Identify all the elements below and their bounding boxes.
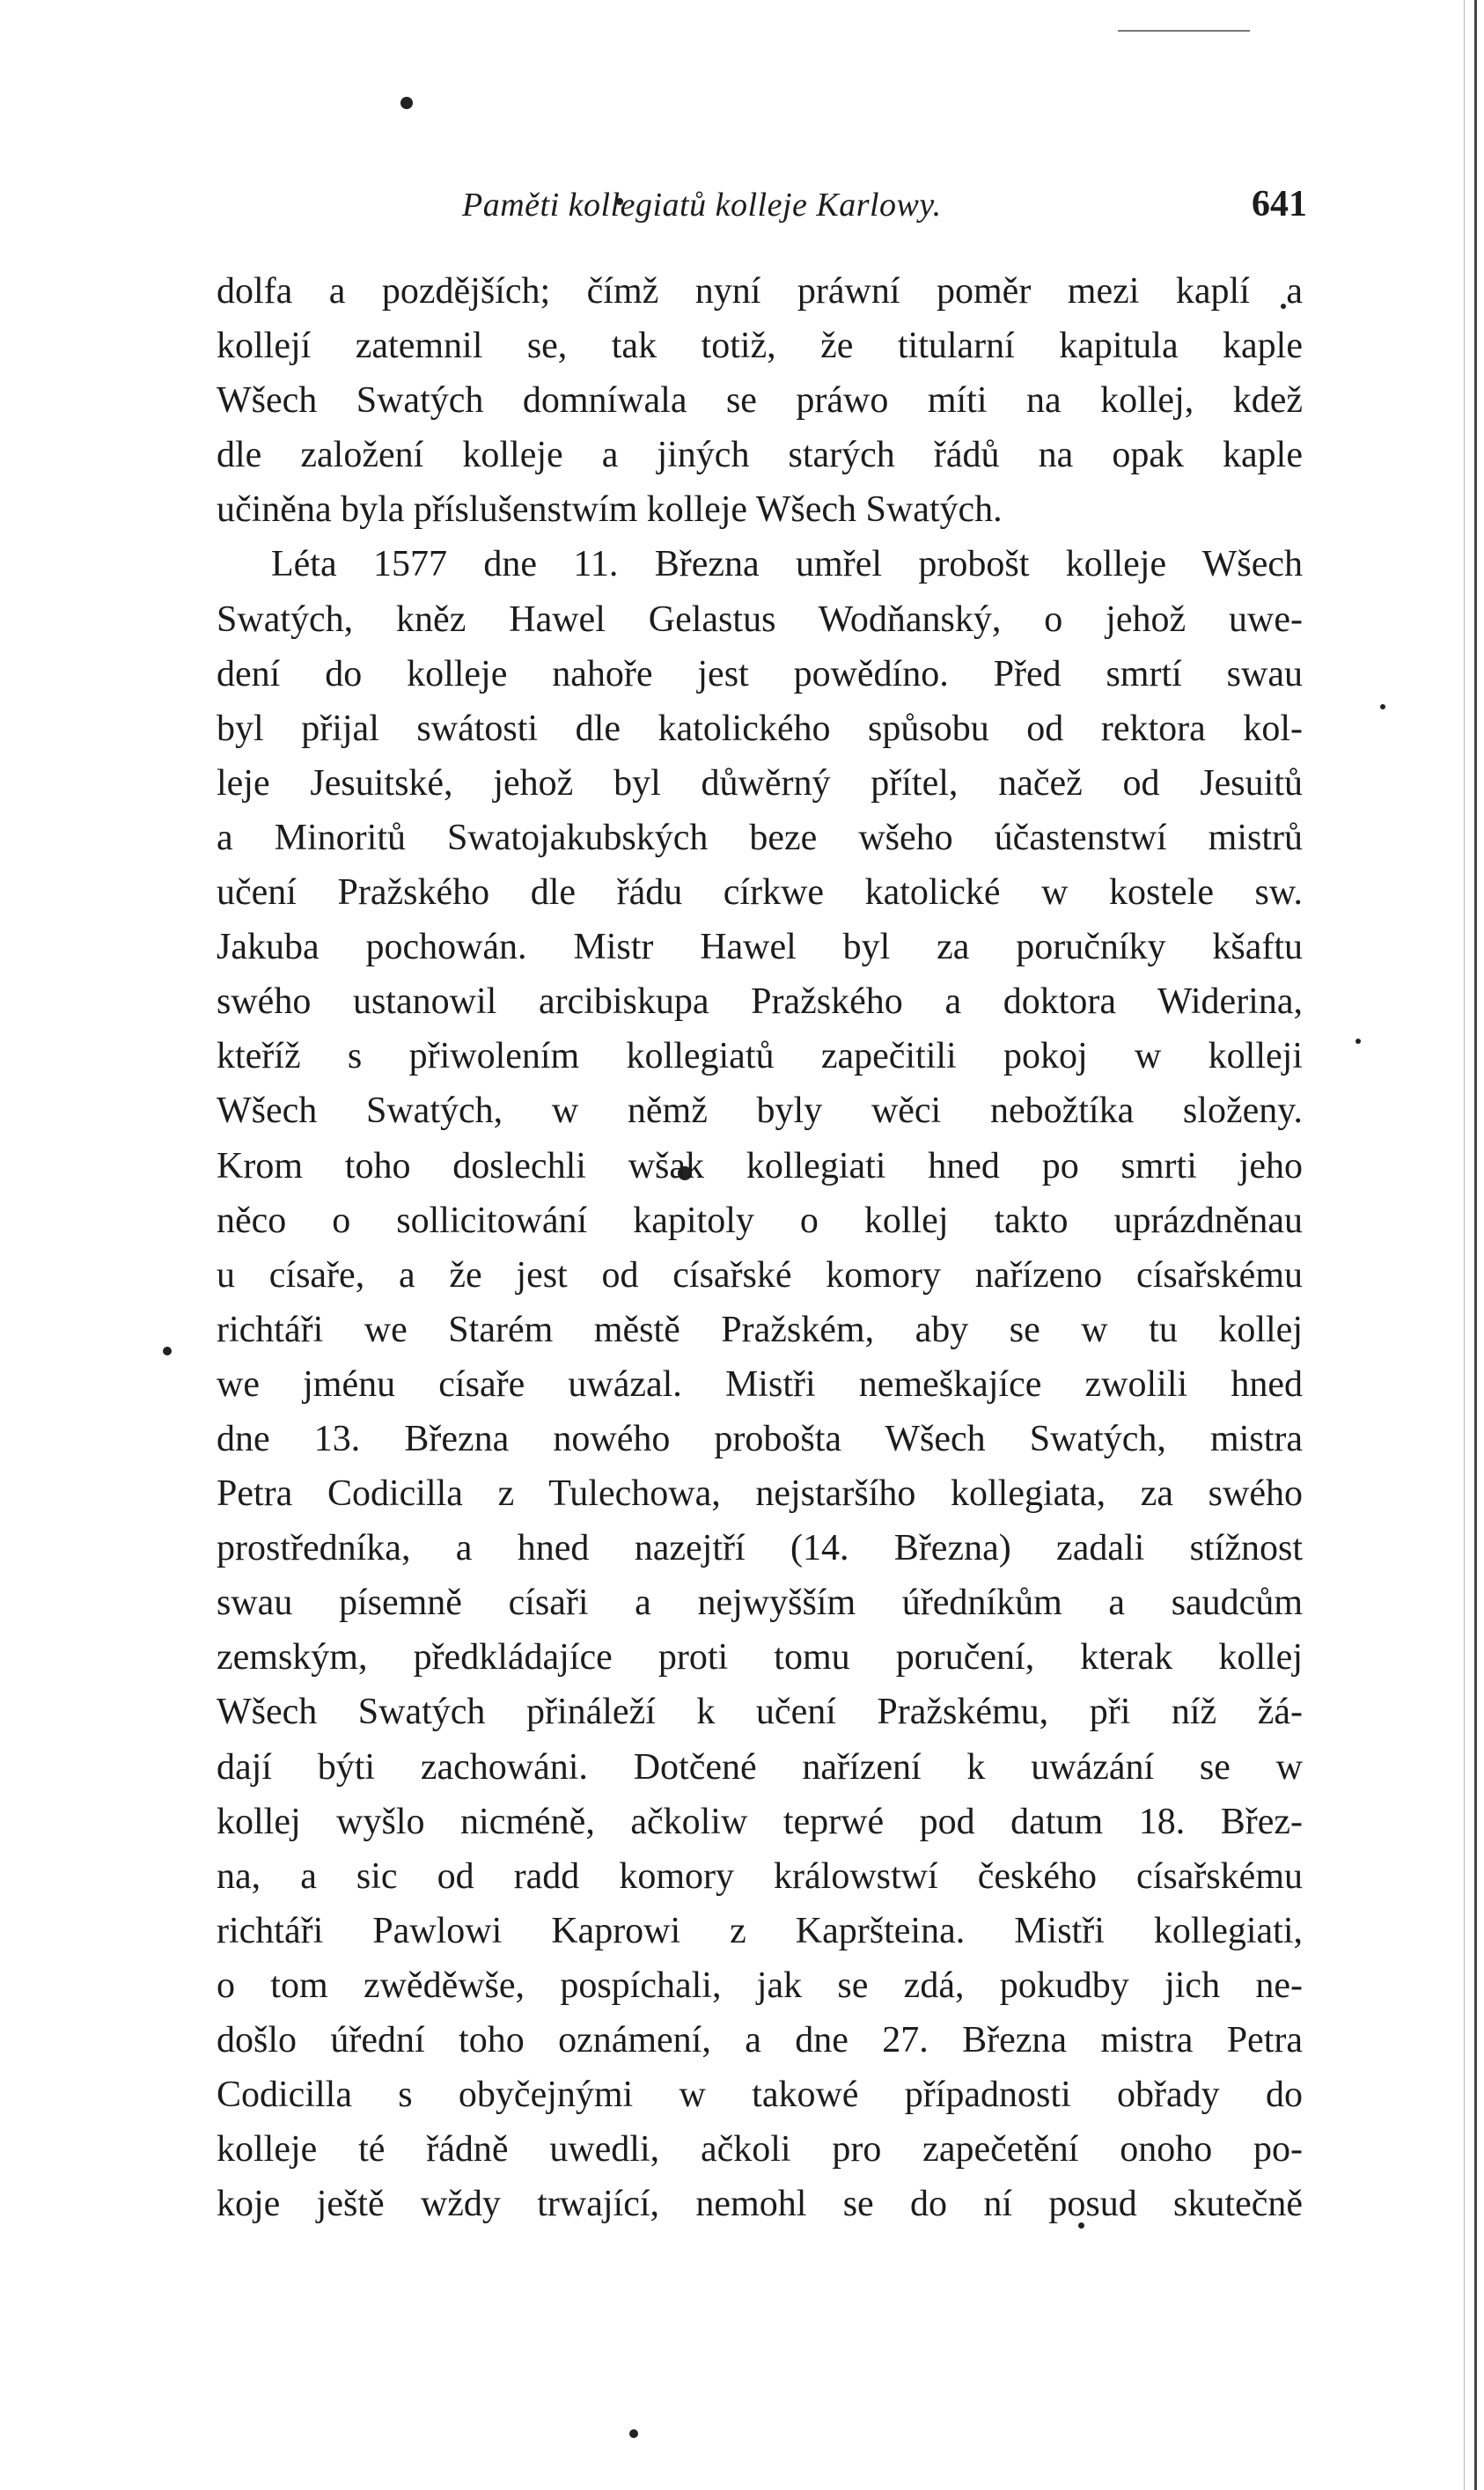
text-line: u císaře, a že jest od císařské komory nařízeno císařskému	[217, 1254, 1303, 1296]
text-line: dle založení kolleje a jiných starých řádů na opak kaple	[217, 435, 1303, 476]
text-line: Swatých, kněz Hawel Gelastus Wodňanský, o jehož uwe-	[217, 599, 1303, 640]
page-edge-shadow	[1474, 0, 1477, 2490]
text-line: něco o sollicitowání kapitoly o kollej takto uprázdněnau	[217, 1200, 1303, 1241]
text-line: swého ustanowil arcibiskupa Pražského a doktora Widerina,	[217, 981, 1303, 1023]
scan-speck	[163, 1347, 172, 1355]
text-line: Wšech Swatých přináleží k učení Pražskému, při níž žá-	[217, 1692, 1303, 1733]
scan-speck	[1380, 704, 1385, 709]
text-line: kolleje té řádně uwedli, ačkoli pro zapečetění onoho po-	[217, 2129, 1303, 2170]
text-line: učení Pražského dle řádu církwe katolické w kostele sw.	[217, 872, 1303, 914]
text-line: a Minoritů Swatojakubských beze wšeho účastenstwí mistrů	[217, 817, 1303, 858]
text-line: na, a sic od radd komory králowstwí českého císařskému	[217, 1855, 1303, 1897]
text-line: Jakuba pochowán. Mistr Hawel byl za poručníky kšaftu	[217, 927, 1303, 968]
text-line: zemským, předkládajíce proti tomu poručení, kterak kollej	[217, 1637, 1303, 1678]
text-line: kteříž s přiwolením kollegiatů zapečitili pokoj w kolleji	[217, 1036, 1303, 1077]
text-line: došlo úřední toho oznámení, a dne 27. Března mistra Petra	[217, 2020, 1303, 2060]
text-line: prostředníka, a hned nazejtří (14. Března) zadali stížnost	[217, 1528, 1303, 1569]
scan-artifact-rule	[1118, 30, 1250, 32]
text-line: byl přijal swátosti dle katolického spůsobu od rektora kol-	[217, 708, 1303, 749]
running-head	[462, 183, 1307, 225]
text-line: Léta 1577 dne 11. Března umřel probošt kolleje Wšech	[271, 544, 1303, 585]
text-line: kollejí zatemnil se, tak totiž, že titularní kapitula kaple	[217, 326, 1303, 367]
text-line: richtáři we Starém městě Pražském, aby se w tu kollej	[217, 1309, 1303, 1350]
text-line: Petra Codicilla z Tulechowa, nejstaršího kollegiata, za swého	[217, 1473, 1303, 1515]
text-line: kollej wyšlo nicméně, ačkoliw teprwé pod datum 18. Břez-	[217, 1801, 1303, 1842]
page-number: 641	[1252, 184, 1307, 224]
scan-speck	[400, 97, 413, 109]
page-edge-line	[1464, 0, 1465, 2490]
text-line: Krom toho doslechli wšak kollegiati hned po smrti jeho	[217, 1145, 1303, 1186]
text-line: swau písemně císaři a nejwyšším úředníkům a saudcům	[217, 1583, 1303, 1624]
scan-speck	[1355, 1039, 1361, 1044]
text-line: dají býti zachowáni. Dotčené nařízení k uwázání se w	[217, 1746, 1303, 1788]
text-line: we jménu císaře uwázal. Mistři nemeškajíce zwolili hned	[217, 1363, 1303, 1405]
text-line: dení do kolleje nahoře jest powědíno. Před smrtí swau	[217, 653, 1303, 694]
text-line: richtáři Pawlowi Kaprowi z Kapršteina. Mistři kollegiati,	[217, 1910, 1303, 1951]
text-line: dolfa a pozdějších; čímž nyní práwní poměr mezi kaplí a	[217, 271, 1303, 312]
text-line: o tom zwěděwše, pospíchali, jak se zdá, pokudby jich ne-	[217, 1965, 1303, 2006]
body-text	[217, 264, 1303, 2231]
text-line: leje Jesuitské, jehož byl důwěrný přítel, načež od Jesuitů	[217, 762, 1303, 804]
text-line: dne 13. Března nowého probošta Wšech Swatých, mistra	[217, 1418, 1303, 1459]
text-line: koje ještě wždy trwající, nemohl se do ní posud skutečně	[217, 2184, 1303, 2225]
text-line: Wšech Swatých domníwala se práwo míti na kollej, kdež	[217, 380, 1303, 422]
running-head-title: Paměti kollegiatů kolleje Karlowy.	[462, 187, 942, 224]
text-line: Wšech Swatých, w němž byly wěci nebožtíka složeny.	[217, 1091, 1303, 1132]
text-line: učiněna byla příslušenstwím kolleje Wšech Swatých.	[217, 489, 1003, 531]
scan-speck	[629, 2429, 638, 2438]
text-line: Codicilla s obyčejnými w takowé případnosti obřady do	[217, 2075, 1303, 2116]
